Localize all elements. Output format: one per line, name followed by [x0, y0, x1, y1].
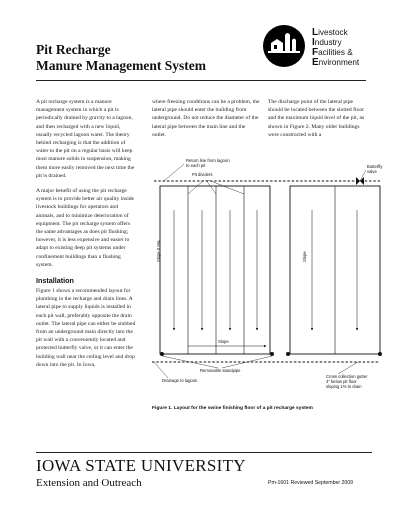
label-return-line: Return line from lagoon to each pit — [186, 158, 230, 168]
paragraph-installation: Figure 1 shows a recommended layout for plumbing in the recharge and drain lines. A lateral pipe to supply liquids is installed in each pit wall, preferably opposite the drain outlet. The lateral pipe can either be stubbed from an underground main directly into the pit wall with a conveniently located and protected butterfly valve, or it can enter the building wall near the ceiling level and drop down into the pit. In Iowa, — [36, 288, 136, 368]
logo-initial-f: F — [312, 47, 319, 58]
label-pit-dividers: Pit dividers — [192, 172, 213, 177]
paragraph-discharge: The discharge point of the lateral pipe should be located between the slotted floor and the maximum liquid level of the pit, as shown in Figure 2. Many older buildings were constructed with a — [268, 99, 365, 138]
life-logo — [262, 24, 386, 84]
university-name: IOWA STATE UNIVERSITY — [36, 456, 246, 475]
logo-word-1: ivestock — [318, 28, 348, 37]
body-column-3 — [268, 98, 368, 146]
title-line-1: Pit Recharge — [36, 42, 111, 57]
paragraph-intro: A pit recharge system is a manure management system in which a pit is periodically drained by gravity to a lagoon, and then recharged with a new liquid, usually recycled lagoon water. The theory behind recharging is that the addition of water to the pit on a regular basis will keep most manure solids in suspension, making them more easily removed the next time the pit is drained. — [36, 99, 135, 179]
figure-caption: Figure 1. Layout for the swine finishing floor of a pit recharge system — [152, 406, 313, 411]
logo-initial-i: I — [312, 37, 315, 48]
logo-word-4: nvironment — [318, 58, 360, 67]
installation-heading: Installation — [36, 276, 74, 286]
label-butterfly-valve: Butterfly valve — [367, 164, 383, 174]
barn-silo-logo-icon — [262, 24, 306, 68]
pit-layout-drawing — [148, 150, 388, 400]
logo-word-2: ndustry — [314, 38, 342, 47]
body-column-2 — [152, 98, 260, 146]
footer-rule — [36, 452, 372, 453]
body-column-1 — [36, 98, 136, 376]
logo-wordmark — [312, 28, 392, 68]
logo-word-3: acilities & — [318, 48, 353, 57]
paragraph-benefit: A major benefit of using the pit recharge system is to provide better air quality inside livestock buildings for operators and animals, and to minimize deterioration of equipment. The pit recharge system offers the same advantages as does pit flushing; however, it is less expensive and easier to adapt to existing deep pit systems under confinement buildings than a flushing system. — [36, 188, 135, 268]
label-removable-standpipe: Removable standpipe — [200, 368, 241, 373]
paragraph-freezing: where freezing conditions can be a problem, the lateral pipe should enter the building from underground. Do not reduce the diameter of the lateral pipe between the main line and the outlet. — [152, 99, 260, 138]
page-title — [36, 42, 206, 74]
label-slope-bottom: Slope — [218, 339, 229, 344]
extension-outreach: Extension and Outreach — [36, 477, 142, 489]
figure-1-diagram — [148, 150, 388, 400]
label-slope-right: Slope — [302, 251, 307, 262]
logo-initial-e: E — [312, 57, 319, 68]
label-slope-left: Slope 0.5% — [156, 240, 161, 262]
publication-info: Pm-1601 Reviewed September 2009 — [268, 480, 354, 486]
label-drainage-lagoon: Drainage to lagoon — [162, 378, 198, 383]
label-cross-collection-gutter: Cross collection gutter 4" below pit floor sloping 1% to drain — [326, 374, 368, 389]
title-line-2: Manure Management System — [36, 58, 206, 73]
logo-initial-l: L — [312, 27, 319, 38]
